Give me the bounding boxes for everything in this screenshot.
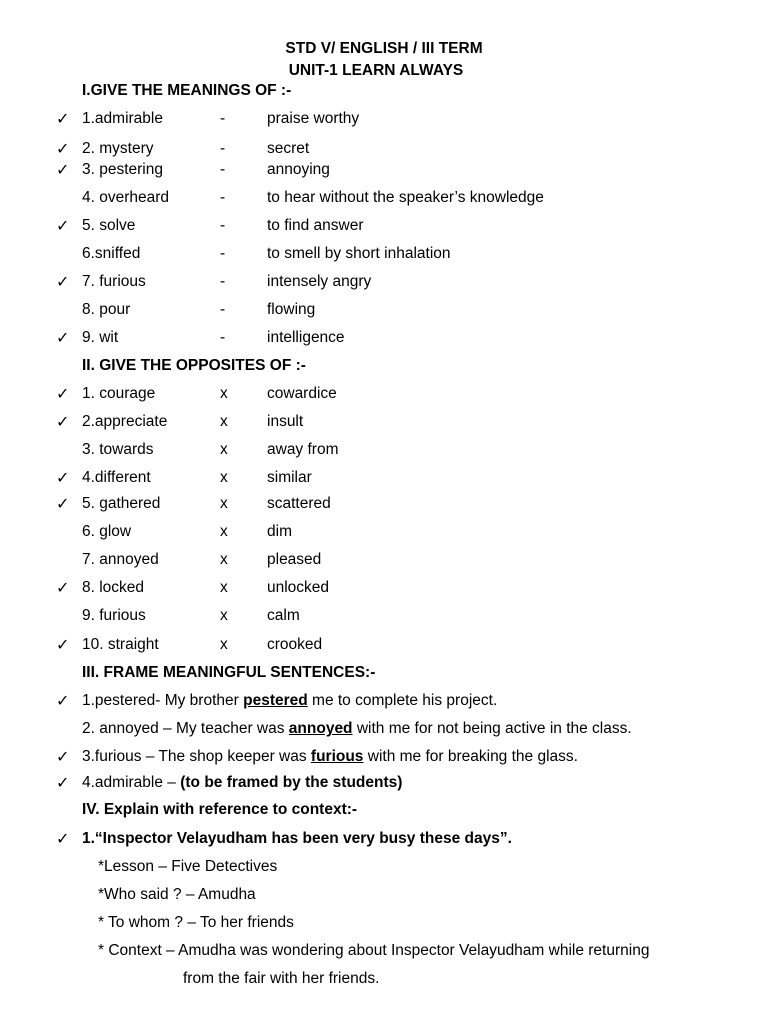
opposite-row	[0, 469, 768, 491]
context-lesson: *Lesson – Five Detectives	[98, 858, 278, 875]
separator-x: x	[220, 579, 228, 596]
separator-dash: -	[220, 301, 226, 318]
sentence-post: with me for breaking the glass.	[363, 748, 578, 765]
word-meaning: intensely angry	[267, 273, 372, 290]
word-meaning: praise worthy	[267, 110, 360, 127]
word-meaning: secret	[267, 140, 310, 157]
header-class-subject: STD V/ ENGLISH / III TERM	[285, 40, 483, 57]
word-meaning: intelligence	[267, 329, 345, 346]
vocab-word: 4.different	[82, 469, 151, 486]
vocab-word: 8. locked	[82, 579, 145, 596]
check-mark-icon: ✓	[56, 109, 70, 128]
vocab-word: 5. solve	[82, 217, 136, 234]
vocab-word: 1. courage	[82, 385, 156, 402]
separator-dash: -	[220, 217, 226, 234]
separator-x: x	[220, 607, 228, 624]
meaning-row	[0, 189, 768, 211]
context-quote-row	[0, 830, 768, 852]
opposite-row	[0, 523, 768, 545]
check-mark-icon: ✓	[56, 328, 70, 347]
vocab-word: 3. pestering	[82, 161, 163, 178]
vocab-word: 9. furious	[82, 607, 146, 624]
opposite-row	[0, 636, 768, 658]
sentence-keyword: pestered	[243, 692, 308, 709]
separator-dash: -	[220, 161, 226, 178]
opposite-word: crooked	[267, 636, 323, 653]
sentence-post: me to complete his project.	[307, 692, 498, 709]
opposite-row	[0, 441, 768, 463]
separator-dash: -	[220, 189, 226, 206]
separator-x: x	[220, 413, 228, 430]
vocab-word: 2.appreciate	[82, 413, 168, 430]
vocab-word: 2. mystery	[82, 140, 154, 157]
meaning-row	[0, 110, 768, 132]
context-to-whom: * To whom ? – To her friends	[98, 914, 294, 931]
sentence-pre: 3.furious – The shop keeper was	[82, 748, 311, 765]
sentence-row	[0, 748, 768, 770]
check-mark-icon: ✓	[56, 635, 70, 654]
word-meaning: to find answer	[267, 217, 364, 234]
opposite-word: insult	[267, 413, 304, 430]
separator-x: x	[220, 495, 228, 512]
opposite-word: dim	[267, 523, 292, 540]
separator-x: x	[220, 551, 228, 568]
sentence-row	[0, 774, 768, 796]
meaning-row	[0, 140, 768, 162]
check-mark-icon: ✓	[56, 160, 70, 179]
opposite-row	[0, 413, 768, 435]
sentence-keyword: annoyed	[288, 720, 353, 737]
vocab-word: 6.sniffed	[82, 245, 141, 262]
vocab-word: 5. gathered	[82, 495, 161, 512]
section-opposites-title: II. GIVE THE OPPOSITES OF :-	[82, 357, 306, 374]
check-mark-icon: ✓	[56, 691, 70, 710]
separator-dash: -	[220, 140, 226, 157]
opposite-row	[0, 551, 768, 573]
word-meaning: flowing	[267, 301, 316, 318]
separator-dash: -	[220, 245, 226, 262]
separator-dash: -	[220, 273, 226, 290]
check-mark-icon: ✓	[56, 384, 70, 403]
sentence-text	[82, 720, 632, 738]
opposite-row	[0, 385, 768, 407]
separator-x: x	[220, 523, 228, 540]
separator-x: x	[220, 636, 228, 653]
opposite-word: away from	[267, 441, 339, 458]
meaning-row	[0, 273, 768, 295]
context-description-cont: from the fair with her friends.	[183, 970, 380, 987]
word-meaning: to hear without the speaker’s knowledge	[267, 189, 544, 206]
sentence-text	[82, 748, 578, 766]
context-description: * Context – Amudha was wondering about Inspector Velayudham while returning	[98, 942, 650, 959]
opposite-word: calm	[267, 607, 300, 624]
vocab-word: 10. straight	[82, 636, 159, 653]
separator-x: x	[220, 469, 228, 486]
opposite-row	[0, 607, 768, 629]
sentence-pre: 1.pestered- My brother	[82, 692, 244, 709]
check-mark-icon: ✓	[56, 272, 70, 291]
check-mark-icon: ✓	[56, 773, 70, 792]
sentence-row	[0, 692, 768, 714]
separator-dash: -	[220, 110, 226, 127]
opposite-word: scattered	[267, 495, 331, 512]
sentence-keyword: furious	[310, 748, 364, 765]
context-quote: 1.“Inspector Velayudham has been very busy these days”.	[82, 830, 512, 847]
opposite-word: pleased	[267, 551, 322, 568]
check-mark-icon: ✓	[56, 216, 70, 235]
meaning-row	[0, 245, 768, 267]
meaning-row	[0, 161, 768, 183]
vocab-word: 6. glow	[82, 523, 132, 540]
word-meaning: annoying	[267, 161, 330, 178]
check-mark-icon: ✓	[56, 829, 70, 848]
vocab-word: 1.admirable	[82, 110, 163, 127]
vocab-word: 9. wit	[82, 329, 119, 346]
sentence-text	[82, 692, 497, 710]
section-meanings-title: I.GIVE THE MEANINGS OF :-	[82, 82, 292, 99]
separator-dash: -	[220, 329, 226, 346]
check-mark-icon: ✓	[56, 412, 70, 431]
vocab-word: 7. annoyed	[82, 551, 159, 568]
sentence-text: 4.admirable – (to be framed by the students)	[82, 774, 403, 791]
check-mark-icon: ✓	[56, 578, 70, 597]
sentence-row	[0, 720, 768, 742]
check-mark-icon: ✓	[56, 468, 70, 487]
opposite-word: unlocked	[267, 579, 330, 596]
meaning-row	[0, 329, 768, 351]
meaning-row	[0, 217, 768, 239]
vocab-word: 3. towards	[82, 441, 154, 458]
opposite-word: similar	[267, 469, 312, 486]
header-unit: UNIT-1 LEARN ALWAYS	[288, 62, 464, 79]
separator-x: x	[220, 441, 228, 458]
vocab-word: 7. furious	[82, 273, 146, 290]
opposite-row	[0, 579, 768, 601]
section-context-title: IV. Explain with reference to context:-	[82, 801, 358, 818]
opposite-row	[0, 495, 768, 517]
sentence-pre: 2. annoyed – My teacher was	[82, 720, 289, 737]
word-meaning: to smell by short inhalation	[267, 245, 451, 262]
vocab-word: 4. overheard	[82, 189, 170, 206]
opposite-word: cowardice	[267, 385, 337, 402]
separator-x: x	[220, 385, 228, 402]
section-sentences-title: III. FRAME MEANINGFUL SENTENCES:-	[82, 664, 376, 681]
sentence-post: with me for not being active in the class.	[352, 720, 632, 737]
check-mark-icon: ✓	[56, 494, 70, 513]
vocab-word: 8. pour	[82, 301, 131, 318]
context-who-said: *Who said ? – Amudha	[98, 886, 256, 903]
check-mark-icon: ✓	[56, 747, 70, 766]
meaning-row	[0, 301, 768, 323]
check-mark-icon: ✓	[56, 139, 70, 158]
